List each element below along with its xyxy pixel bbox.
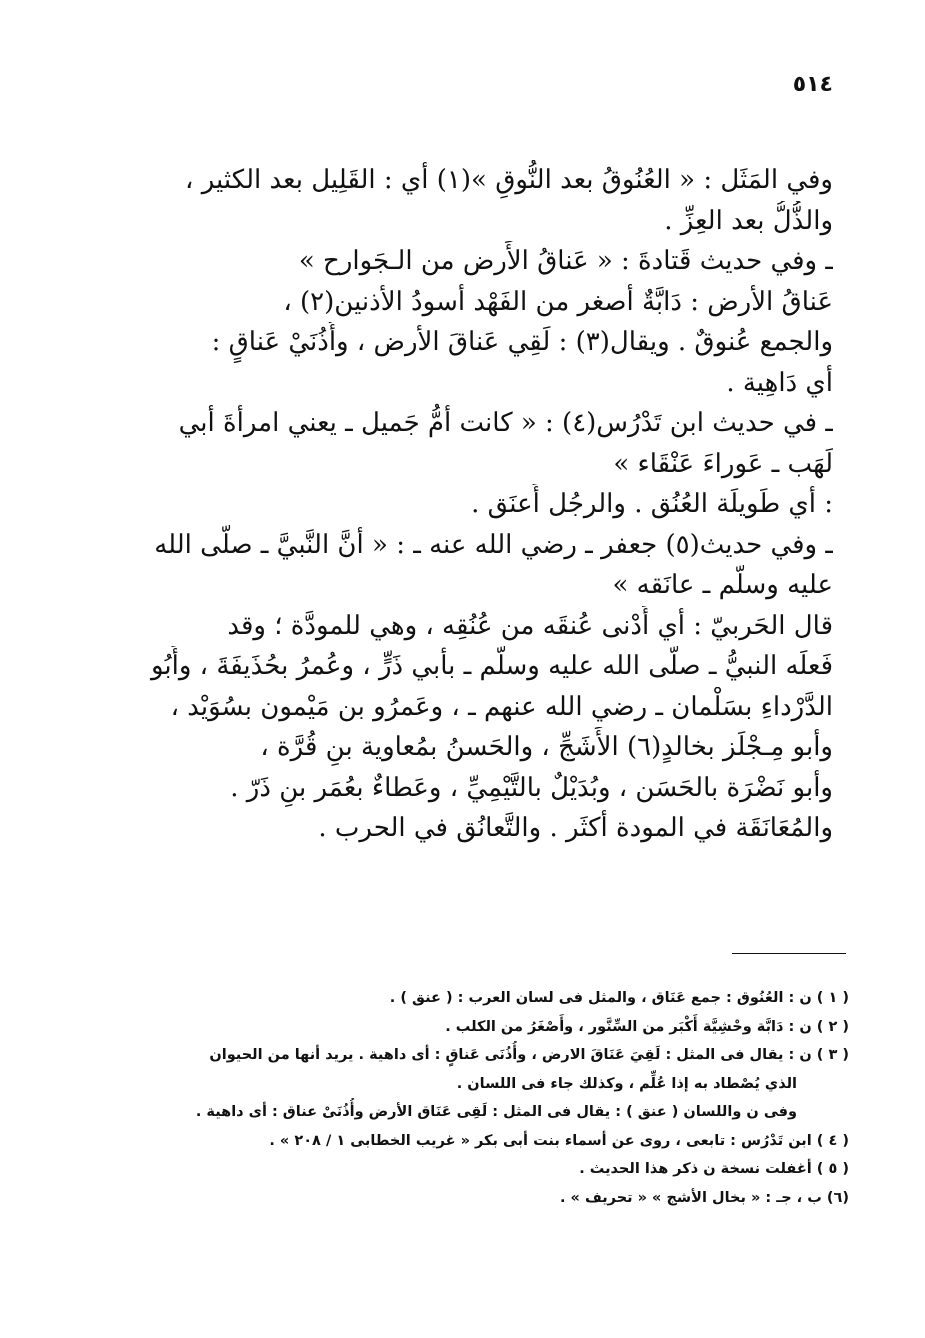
footnote-continuation: وفى ن واللسان ( عنق ) : يقال فى المثل : لَقِى عَنَاق الأرض وأُذُنَىْ عناق : أى داهية .	[195, 1104, 797, 1120]
text-line: والجمع عُنوقٌ . ويقال(٣) : لَقِي عَناقَ الأرض ، وأُذُنَيْ عَناقٍ :	[211, 327, 833, 357]
text-line: عليه وسلّم ـ عانَقه »	[612, 570, 833, 600]
footnotes	[69, 984, 849, 1212]
footnote: ( ١ ) ن : العُنُوق : جمع عَنَاق ، والمثل فى لسان العرب : ( عنق ) .	[389, 990, 849, 1006]
footnote: ( ٥ ) أغفلت نسخة ن ذكر هذا الحديث .	[579, 1161, 849, 1177]
text-line: والمُعَانَقَة في المودة أكثَر . والتَّعانُق في الحرب .	[318, 813, 833, 843]
footnote-continuation: الذي يُصْطاد به إذا عُلِّم ، وكذلك جاء فى اللسان .	[456, 1075, 797, 1092]
text-line: ـ وفي حديث(٥) جعفر ـ رضي الله عنه ـ : « أنَّ النَّبيَّ ـ صلّى الله	[154, 529, 833, 560]
text-line: : أي طَويلَة العُنُق . والرجُل أَعنَق .	[471, 489, 833, 519]
text-line: وأبو نَضْرَة بالحَسَن ، وبُدَيْلٌ بالتَّيْمِيِّ ، وعَطاءٌ بعُمَر بنِ ذَرّ .	[230, 772, 833, 803]
text-line: قال الحَربيّ : أي أَدْنى عُنقَه من عُنُقِه ، وهي للمودَّة ؛ وقد	[227, 610, 833, 641]
text-line: أي دَاهِية .	[726, 367, 833, 398]
text-line: فَعلَه النبيُّ ـ صلّى الله عليه وسلّم ـ بأَبي ذَرٍّ ، وعُمرُ بحُذَيفَةَ ، وأَبُو	[150, 651, 833, 681]
text-line: الدَّرْداءِ بسَلْمان ـ رضي الله عنهم ـ ، وعَمرُو بن مَيْمون بسُوَيْد ،	[170, 691, 833, 722]
footnote: ( ٢ ) ن : دَابَّة وحْشِيَّة أَكْبَر من السِّنَّور ، وأَصْغَرُ من الكلب .	[445, 1018, 849, 1035]
footnote: (٦) ب ، جـ : « بخال الأشج » « تحريف » .	[560, 1189, 849, 1206]
text-line: لَهَب ـ عَوراءَ عَنْقَاء »	[613, 448, 833, 479]
text-line: عَناقُ الأرض : دَابَّةٌ أصغر من الفَهْد أسودُ الأذنين(٢) ،	[283, 286, 833, 317]
footnote-separator	[732, 953, 846, 954]
text-line: ـ وفي حديث قَتادةَ : « عَناقُ الأَرض من الـجَوارح »	[298, 246, 833, 276]
text-line: وفي المَثَل : « العُنُوقُ بعد النُّوقِ »(١) أي : القَلِيل بعد الكثير ،	[185, 165, 833, 195]
text-line: ـ في حديث ابن تَدْرُس(٤) : « كانت أمُّ جَميل ـ يعني امرأةَ أبي	[178, 408, 833, 438]
footnote: ( ٣ ) ن : يقال فى المثل : لَقِيَ عَنَاقَ الارض ، وأُذُنَى عَناقٍ : أى داهية . يريد أنها من الحيوان	[209, 1047, 849, 1063]
footnote: ( ٤ ) ابن تَدْرُس : تابعى ، روى عن أسماء بنت أبى بكر « غريب الخطابى ١ / ٢٠٨ » .	[269, 1132, 849, 1149]
text-line: والذُّلُّ بعد العِزِّ .	[664, 205, 833, 236]
main-text	[93, 160, 833, 849]
text-line: وأبو مِـجْلَز بخالدٍ(٦) الأَشَجِّ ، والحَسنُ بمُعاوية بنِ قُرَّة ،	[260, 732, 833, 762]
page-number: ٥١٤	[792, 72, 833, 97]
